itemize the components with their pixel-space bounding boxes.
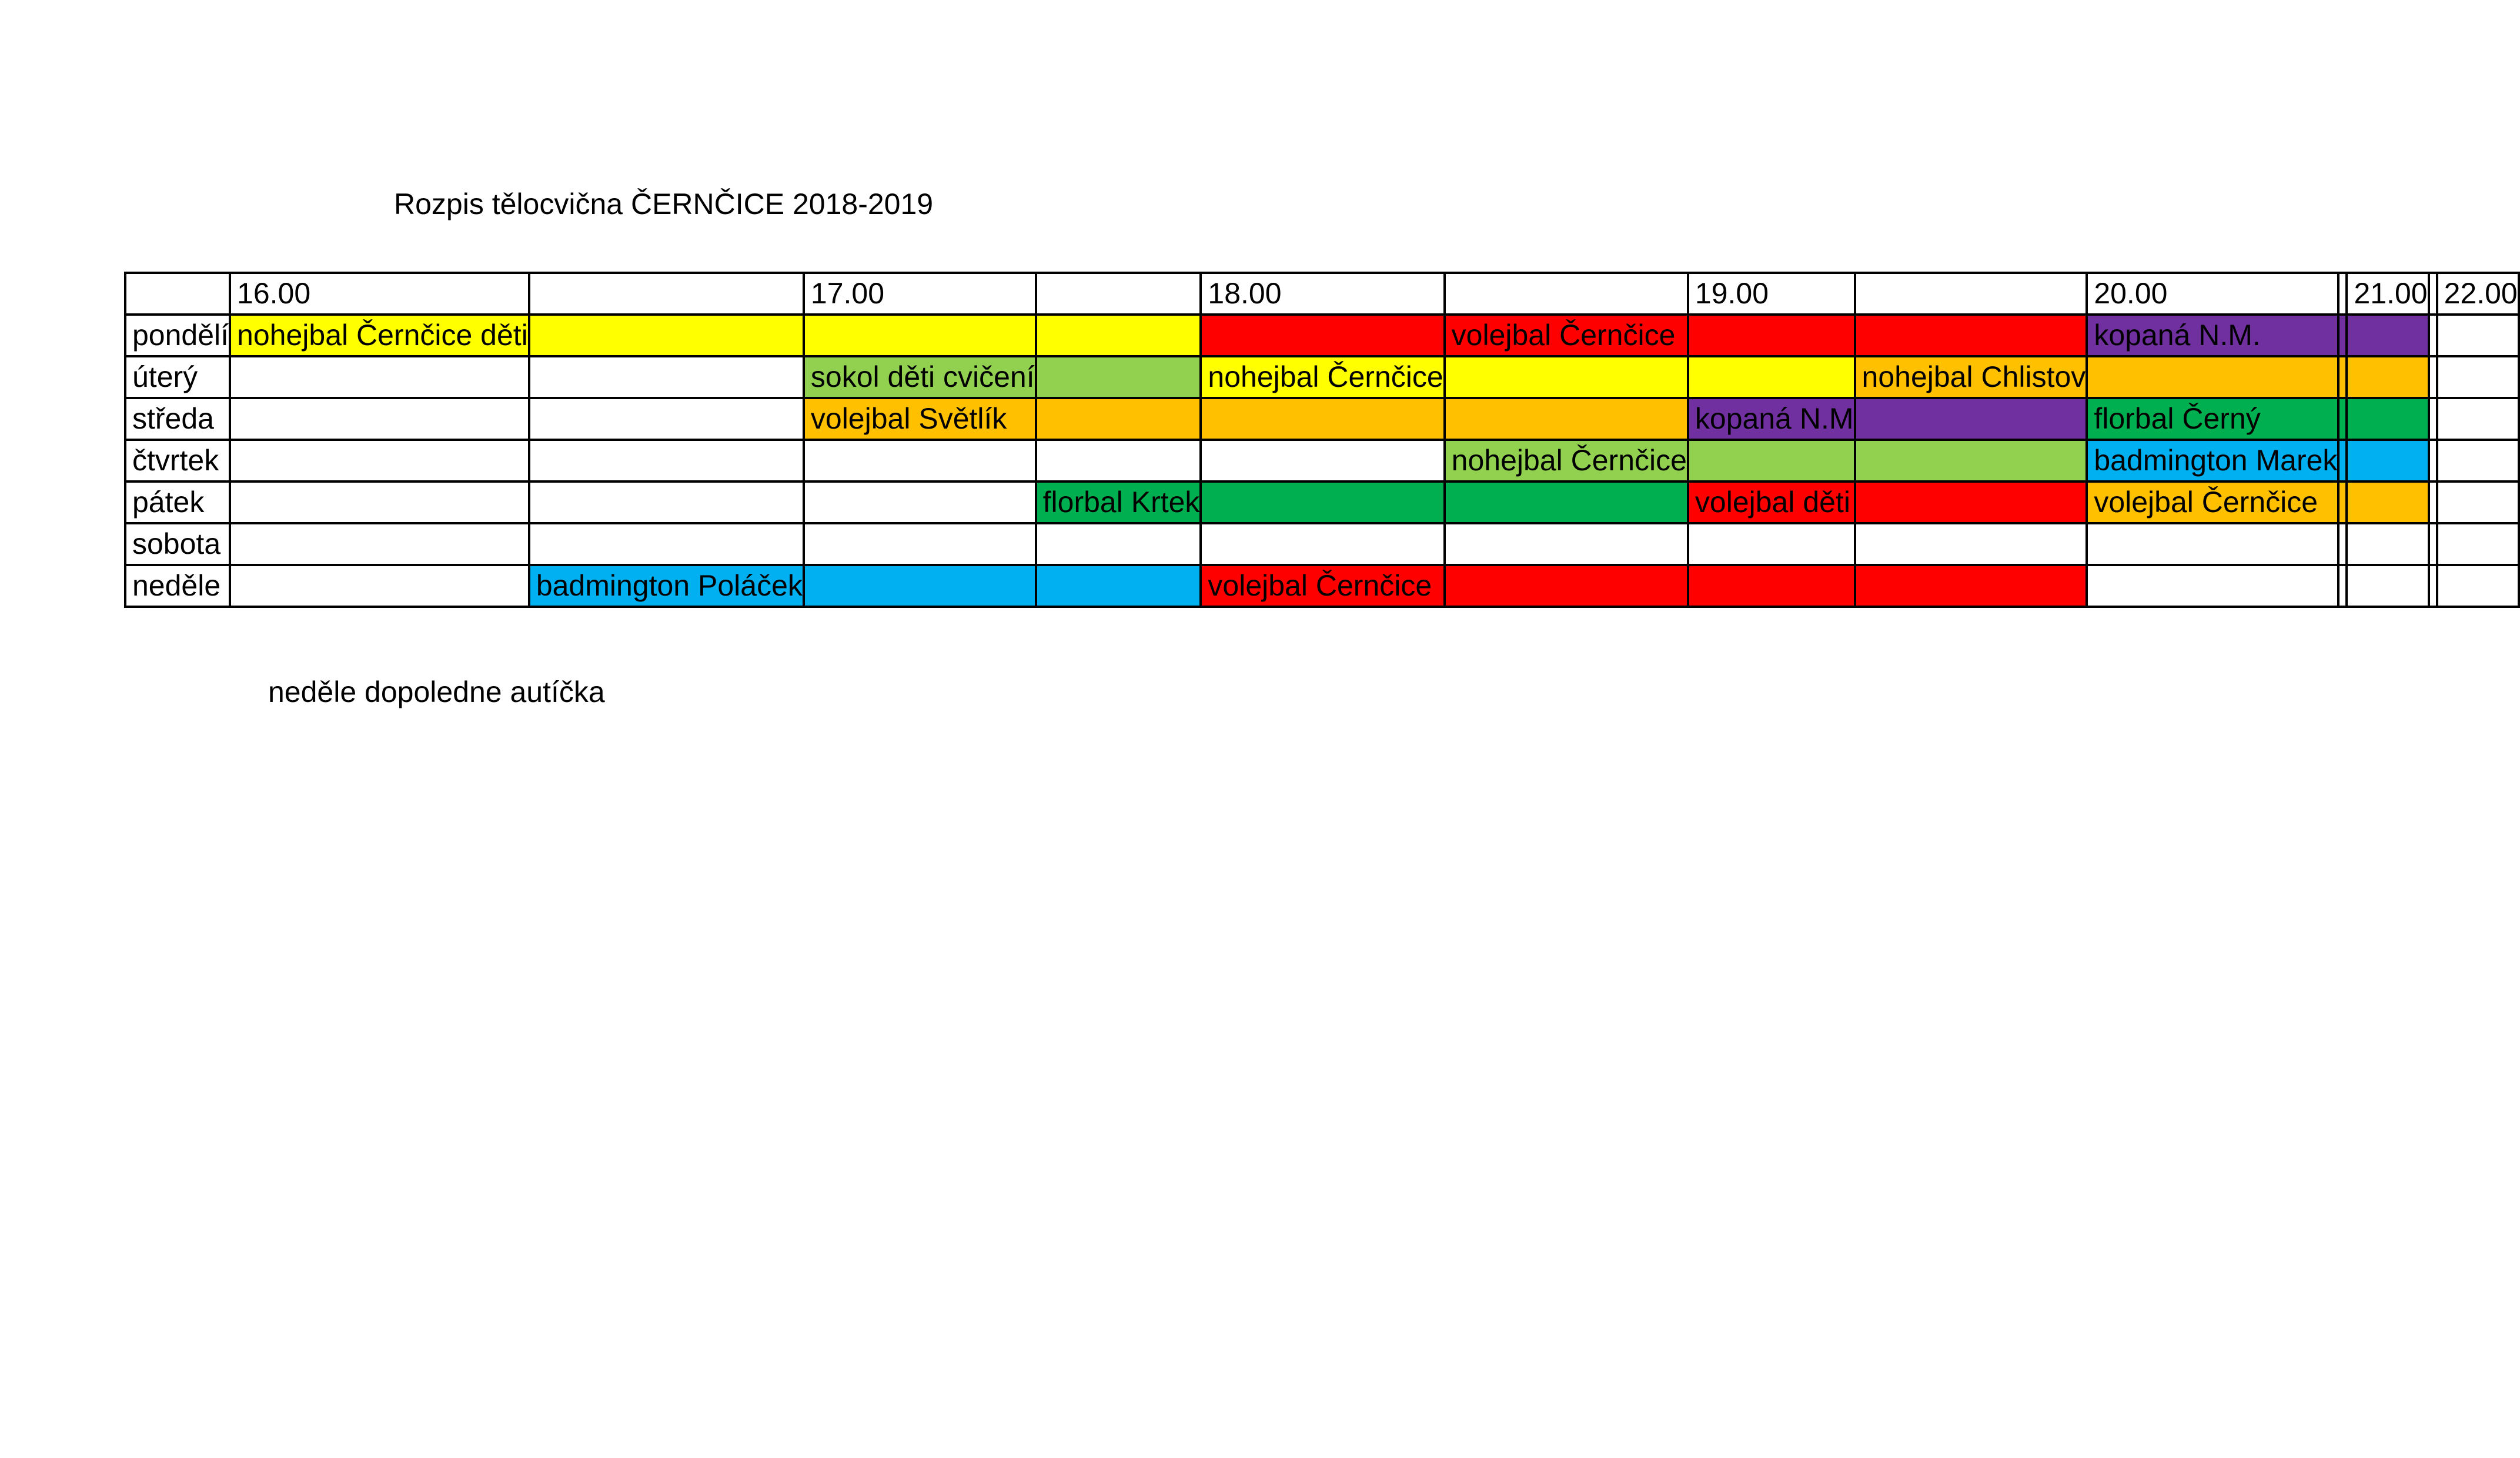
schedule-cell [1036,398,1201,440]
day-row [125,398,2519,440]
activity-cell [1855,356,2087,398]
day-row [125,315,2519,356]
day-row [125,523,2519,565]
schedule-cell [1855,398,2087,440]
schedule-cell [2429,356,2437,398]
schedule-cell [2437,481,2519,523]
activity-label: volejbal Světlík [810,402,1007,435]
schedule-cell [1445,356,1688,398]
time-header-cell: 19.00 [1688,273,1855,315]
schedule-cell [2087,523,2338,565]
schedule-cell [2429,481,2437,523]
schedule-cell [804,523,1036,565]
day-label: pátek [125,481,230,523]
schedule-cell [2338,440,2347,481]
activity-cell [2087,440,2338,481]
activity-label: kopaná N.M [1695,402,1854,435]
schedule-cell [230,565,529,607]
schedule-cell [804,481,1036,523]
activity-cell [1688,481,1855,523]
schedule-cell [2338,398,2347,440]
schedule-cell [2347,440,2428,481]
day-row [125,481,2519,523]
time-header-cell [1855,273,2087,315]
schedule-cell [2087,356,2338,398]
time-header-cell: 22.00 [2437,273,2519,315]
time-header-cell: 16.00 [230,273,529,315]
schedule-cell [1688,440,1855,481]
schedule-cell [2437,565,2519,607]
time-header-cell [1036,273,1201,315]
schedule-cell [2429,440,2437,481]
activity-label: badmington Poláček [536,569,803,602]
activity-cell [1688,398,1855,440]
activity-label: florbal Krtek [1042,486,1200,519]
activity-cell [1445,440,1688,481]
activity-cell [1036,481,1201,523]
activity-label: nohejbal Černčice děti [237,319,528,352]
activity-cell [230,315,529,356]
schedule-cell [1688,315,1855,356]
schedule-cell [1036,315,1201,356]
schedule-cell [230,398,529,440]
time-header-cell: 21.00 [2347,273,2428,315]
schedule-cell [2338,481,2347,523]
activity-cell [2087,315,2338,356]
day-label: čtvrtek [125,440,230,481]
schedule-cell [1855,565,2087,607]
schedule-cell [1445,398,1688,440]
schedule-cell [2429,523,2437,565]
schedule-cell [1688,523,1855,565]
schedule-cell [2347,565,2428,607]
schedule-cell [2437,315,2519,356]
schedule-cell [1445,523,1688,565]
schedule-cell [1201,523,1444,565]
schedule-cell [1201,398,1444,440]
schedule-cell [1855,481,2087,523]
footnote: neděle dopoledne autíčka [268,676,605,708]
day-label: středa [125,398,230,440]
time-header-cell [2429,273,2437,315]
schedule-cell [2338,523,2347,565]
schedule-cell [2347,356,2428,398]
activity-label: volejbal Černčice [1451,319,1676,352]
schedule-cell [2338,565,2347,607]
schedule-cell [1201,440,1444,481]
schedule-cell [529,523,804,565]
schedule-cell [2338,356,2347,398]
schedule-cell [2429,565,2437,607]
schedule-cell [1445,565,1688,607]
schedule-cell [529,398,804,440]
schedule-cell [804,315,1036,356]
schedule-cell [1855,523,2087,565]
activity-label: volejbal děti [1695,486,1850,519]
activity-label: nohejbal Chlistov [1861,360,2086,393]
schedule-cell [2347,523,2428,565]
activity-label: volejbal Černčice [1208,569,1432,602]
schedule-cell [1036,565,1201,607]
time-header-cell [1445,273,1688,315]
schedule-cell [230,523,529,565]
activity-label: nohejbal Černčice [1451,444,1687,477]
time-header-cell [2338,273,2347,315]
schedule-cell [1855,315,2087,356]
page-title: Rozpis tělocvična ČERNČICE 2018-2019 [394,188,934,220]
schedule-cell [804,440,1036,481]
schedule-cell [1445,481,1688,523]
schedule-cell [230,481,529,523]
header-corner-cell [125,273,230,315]
schedule-cell [1201,315,1444,356]
day-row [125,565,2519,607]
day-row [125,356,2519,398]
activity-cell [1201,565,1444,607]
schedule-cell [2338,315,2347,356]
activity-cell [2087,481,2338,523]
schedule-cell [230,440,529,481]
schedule-cell [529,315,804,356]
day-label: sobota [125,523,230,565]
schedule-cell [529,481,804,523]
schedule-cell [2437,440,2519,481]
day-row [125,440,2519,481]
schedule-cell [1036,523,1201,565]
activity-label: volejbal Černčice [2094,486,2318,519]
activity-label: kopaná N.M. [2094,319,2261,352]
schedule-cell [2437,398,2519,440]
time-header-cell: 20.00 [2087,273,2338,315]
schedule-cell [2437,523,2519,565]
activity-cell [804,398,1036,440]
schedule-cell [2429,315,2437,356]
activity-cell [804,356,1036,398]
day-label: úterý [125,356,230,398]
schedule-cell [1688,356,1855,398]
schedule-cell [2347,481,2428,523]
schedule-cell [1201,481,1444,523]
schedule-cell [2429,398,2437,440]
activity-cell [529,565,804,607]
activity-label: nohejbal Černčice [1208,360,1443,393]
schedule-cell [529,440,804,481]
schedule-cell [529,356,804,398]
activity-cell [1201,356,1444,398]
time-header-cell [529,273,804,315]
schedule-cell [1688,565,1855,607]
schedule-cell [230,356,529,398]
schedule-table [124,272,2520,608]
activity-label: badmington Marek [2094,444,2338,477]
activity-cell [2087,398,2338,440]
day-label: pondělí [125,315,230,356]
time-header-cell: 18.00 [1201,273,1444,315]
activity-label: sokol děti cvičení [810,360,1035,393]
schedule-cell [2087,565,2338,607]
activity-label: florbal Černý [2094,402,2261,435]
schedule-cell [2347,315,2428,356]
schedule-cell [1036,440,1201,481]
header-row [125,273,2519,315]
day-label: neděle [125,565,230,607]
time-header-cell: 17.00 [804,273,1036,315]
schedule-cell [1855,440,2087,481]
schedule-cell [2437,356,2519,398]
schedule-cell [1036,356,1201,398]
activity-cell [1445,315,1688,356]
schedule-cell [804,565,1036,607]
schedule-cell [2347,398,2428,440]
